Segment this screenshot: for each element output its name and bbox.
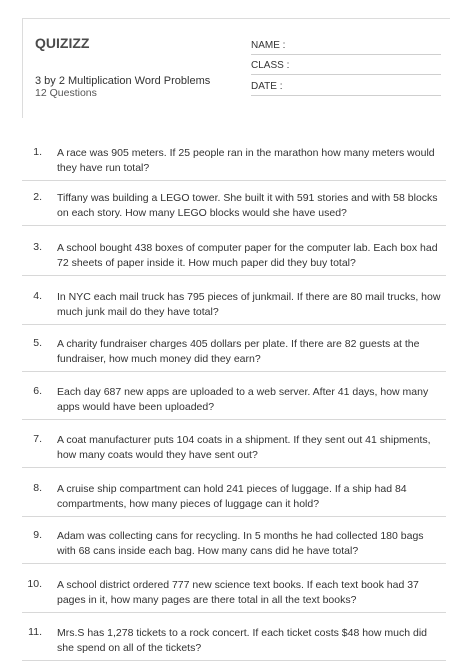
question-text: Tiffany was building a LEGO tower. She built it with 591 stories and with 58 blocks on each story. How many LEGO blocks would she have used? — [57, 192, 438, 219]
question-item — [22, 578, 446, 613]
question-number: 10. — [27, 578, 42, 590]
question-text: Adam was collecting cans for recycling. In 5 months he had collected 180 bags with 68 cans inside each bag. How many cans did he have total? — [57, 530, 424, 557]
question-text: Mrs.S has 1,278 tickets to a rock concert. If each ticket costs $48 how much did she spend on all of the tickets? — [57, 627, 428, 654]
question-number: 4. — [33, 290, 42, 302]
question-text: In NYC each mail truck has 795 pieces of junkmail. If there are 80 mail trucks, how much junk mail do they have total? — [57, 291, 441, 318]
question-item — [22, 626, 446, 661]
date-field[interactable] — [251, 81, 441, 96]
question-item — [22, 433, 446, 468]
question-item — [22, 529, 446, 564]
question-text: A charity fundraiser charges 405 dollars per plate. If there are 82 guests at the fundraiser, how much money did they earn? — [57, 338, 420, 365]
question-item — [22, 482, 446, 517]
class-label: CLASS : — [251, 60, 290, 71]
question-text: A coat manufacturer puts 104 coats in a shipment. If they sent out 41 shipments, how many coats would they have sent out? — [57, 434, 431, 461]
question-item — [22, 385, 446, 420]
date-label: DATE : — [251, 81, 283, 92]
question-text: A cruise ship compartment can hold 241 pieces of luggage. If a ship had 84 compartments, how many pieces of luggage can it hold? — [57, 483, 407, 510]
question-item — [22, 146, 446, 181]
question-number: 8. — [33, 482, 42, 494]
question-number: 9. — [33, 529, 42, 541]
question-text: A race was 905 meters. If 25 people ran in the marathon how many meters would they have run total? — [57, 147, 435, 174]
class-field[interactable] — [251, 60, 441, 75]
question-text: A school bought 438 boxes of computer paper for the computer lab. Each box had 72 sheets of paper inside it. How much paper did they buy total? — [57, 242, 438, 269]
question-item — [22, 337, 446, 372]
question-count: 12 Questions — [35, 87, 97, 99]
name-field[interactable] — [251, 40, 441, 55]
question-text: A school district ordered 777 new science text books. If each text book had 37 pages in it, how many pages are there total in all the text books? — [57, 579, 419, 606]
question-number: 11. — [28, 626, 42, 638]
question-text: Each day 687 new apps are uploaded to a web server. After 41 days, how many apps would have been uploaded? — [57, 386, 429, 413]
question-number: 3. — [33, 241, 42, 253]
worksheet-header — [23, 19, 450, 119]
quizizz-logo: QUIZIZZ — [35, 35, 90, 51]
question-number: 1. — [33, 146, 42, 158]
question-item — [22, 290, 446, 325]
worksheet-title: 3 by 2 Multiplication Word Problems — [35, 75, 211, 87]
question-item — [22, 241, 446, 276]
question-number: 2. — [33, 191, 42, 203]
name-label: NAME : — [251, 40, 286, 51]
question-item — [22, 191, 446, 226]
question-number: 5. — [33, 337, 42, 349]
question-number: 7. — [33, 433, 42, 445]
question-number: 6. — [33, 385, 42, 397]
